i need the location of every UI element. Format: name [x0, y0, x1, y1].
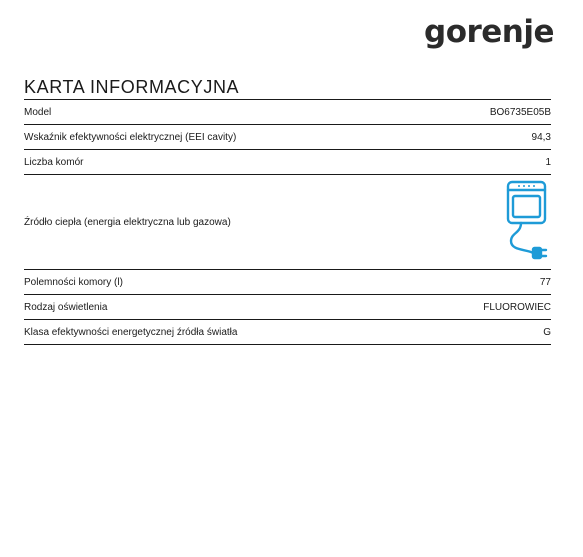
row-value: BO6735E05B: [489, 106, 551, 118]
brand-logo: gorenje: [424, 14, 555, 50]
row-value: FLUOROWIEC: [483, 301, 551, 313]
table-row-cavities: [24, 150, 551, 175]
row-label: Polemności komory (l): [24, 276, 123, 288]
row-label: Wskaźnik efektywności elektrycznej (EEI cavity): [24, 131, 237, 143]
row-value: 1: [545, 156, 551, 168]
row-label: Model: [24, 106, 52, 118]
row-label: Źródło ciepła (energia elektryczna lub gazowa): [24, 216, 231, 228]
page-title: KARTA INFORMACYJNA: [24, 77, 240, 97]
table-row-heat-source: [24, 175, 551, 270]
row-label: Rodzaj oświetlenia: [24, 301, 108, 313]
table-row-volume: [24, 270, 551, 295]
row-label: Klasa efektywności energetycznej źródła światła: [24, 326, 238, 338]
table-row-light-class: [24, 320, 551, 345]
row-value: G: [543, 326, 551, 338]
table-row-model: [24, 100, 551, 125]
table-row-lighting: [24, 295, 551, 320]
row-value: 94,3: [531, 131, 551, 143]
table-row-eei: [24, 125, 551, 150]
row-label: Liczba komór: [24, 156, 84, 168]
electric-oven-plug-icon: [503, 177, 551, 267]
row-value: 77: [539, 276, 551, 288]
info-table: [24, 100, 551, 345]
